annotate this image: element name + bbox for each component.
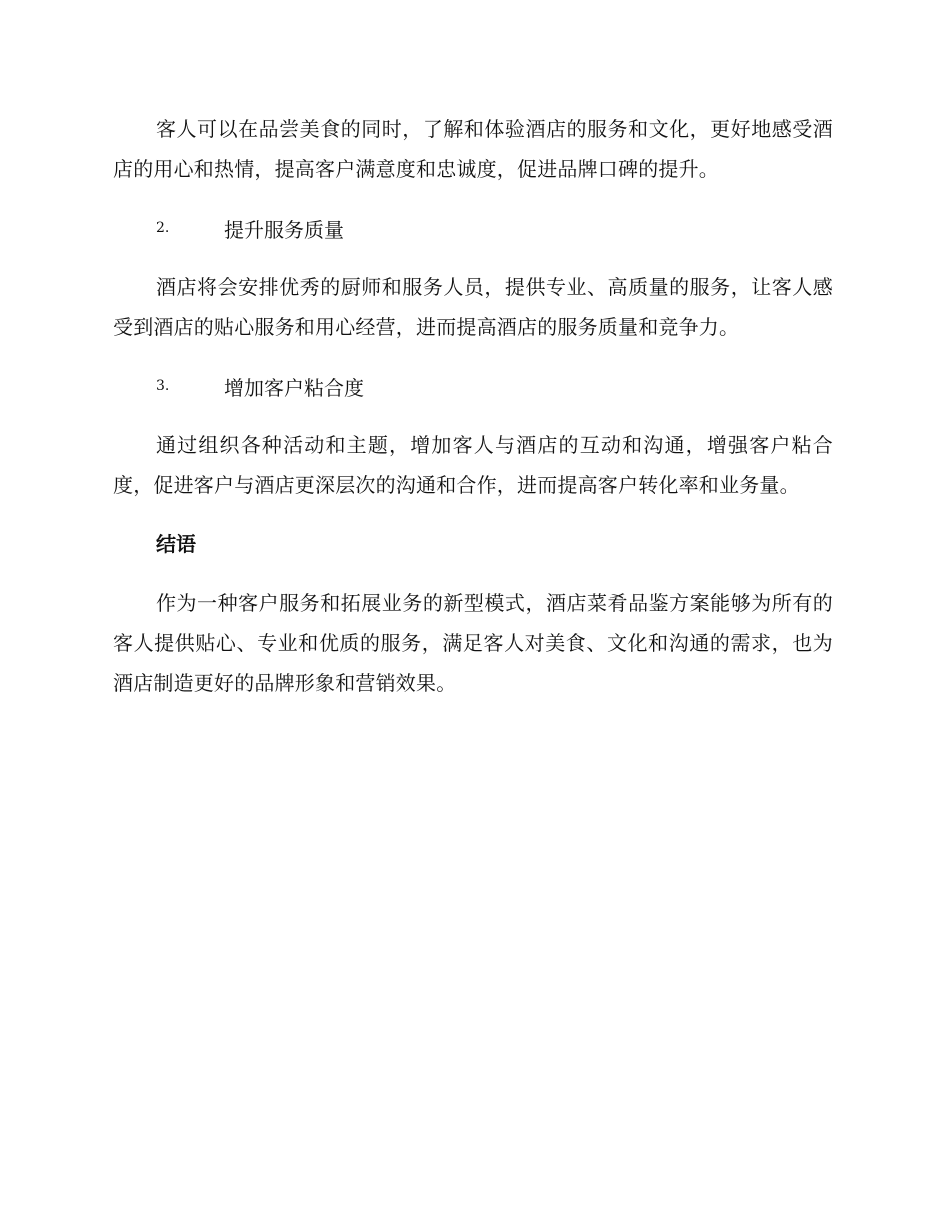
list-item-number: 2. (156, 220, 170, 236)
list-item-number: 3. (156, 378, 170, 394)
conclusion-heading: 结语 (156, 532, 196, 556)
list-item-title: 增加客户粘合度 (224, 375, 364, 400)
paragraph-customer-experience: 客人可以在品尝美食的同时，了解和体验酒店的服务和文化，更好地感受酒店的用心和热情，提高客户满意度和忠诚度，促进品牌口碑的提升。 (113, 117, 833, 181)
paragraph-conclusion: 作为一种客户服务和拓展业务的新型模式，酒店菜肴品鉴方案能够为所有的客人提供贴心、专业和优质的服务，满足客人对美食、文化和沟通的需求，也为酒店制造更好的品牌形象和营销效果。 (113, 591, 833, 695)
list-item-service-quality (156, 208, 833, 248)
paragraph-customer-stickiness: 通过组织各种活动和主题，增加客人与酒店的互动和沟通，增强客户粘合度，促进客户与酒店更深层次的沟通和合作，进而提高客户转化率和业务量。 (113, 433, 833, 497)
document-page (113, 109, 833, 722)
paragraph-service-quality: 酒店将会安排优秀的厨师和服务人员，提供专业、高质量的服务，让客人感受到酒店的贴心服务和用心经营，进而提高酒店的服务质量和竞争力。 (113, 275, 833, 339)
list-item-customer-stickiness (156, 366, 833, 406)
list-item-title: 提升服务质量 (224, 217, 344, 242)
